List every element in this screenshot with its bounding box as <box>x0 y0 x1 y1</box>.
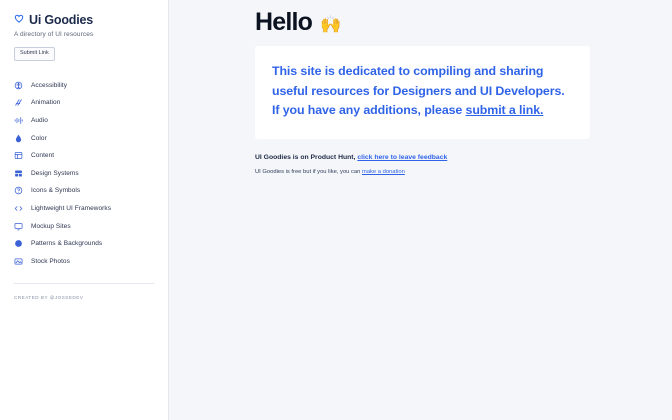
sidebar-item-label: Color <box>31 134 47 142</box>
sidebar-item-label: Audio <box>31 116 48 124</box>
sidebar-item-label: Stock Photos <box>31 257 70 265</box>
sidebar-item-label: Design Systems <box>31 169 79 177</box>
raised-hands-emoji-icon: 🙌 <box>320 15 341 34</box>
brand[interactable] <box>14 13 154 27</box>
donation-note <box>255 169 590 175</box>
sidebar-item-icons-symbols[interactable] <box>14 182 154 200</box>
sidebar-item-label: Icons & Symbols <box>31 187 81 195</box>
producthunt-note <box>255 154 590 161</box>
design-systems-icon <box>14 169 23 178</box>
brand-subtitle: A directory of UI resources <box>14 31 94 38</box>
donation-note-text: UI Goodies is free but if you like, you can <box>255 168 362 175</box>
donation-link[interactable]: make a donation <box>361 168 405 175</box>
sidebar-item-animation[interactable] <box>14 94 154 112</box>
sidebar-item-design-systems[interactable] <box>14 164 154 182</box>
sidebar-divider <box>14 283 154 284</box>
sidebar-item-label: Lightweight UI Frameworks <box>31 204 111 212</box>
heart-icon <box>14 14 24 26</box>
sidebar-item-audio[interactable] <box>14 112 154 130</box>
producthunt-feedback-link[interactable]: click here to leave feedback <box>357 153 448 161</box>
sidebar-item-accessibility[interactable] <box>14 77 154 95</box>
sidebar-item-content[interactable] <box>14 147 154 165</box>
photo-icon <box>14 257 23 266</box>
sidebar-item-label: Content <box>31 152 55 160</box>
monitor-icon <box>14 222 23 231</box>
sidebar-item-label: Mockup Sites <box>31 222 71 230</box>
intro-paragraph <box>272 62 573 121</box>
submit-a-link-link[interactable]: submit a link. <box>465 103 544 118</box>
sidebar-credit: CREATED BY @JOSSEDEV <box>14 295 84 301</box>
sidebar-item-label: Animation <box>31 99 61 107</box>
intro-text: This site is dedicated to compiling and sharing useful resources for Designers and UI Developers. If you have any additions, please <box>272 64 565 118</box>
patterns-icon <box>14 239 23 248</box>
intro-card <box>255 46 590 139</box>
main-content <box>169 0 672 420</box>
brand-title: Ui Goodies <box>29 13 93 27</box>
audio-icon <box>14 116 23 125</box>
accessibility-icon <box>14 81 23 90</box>
sidebar-item-label: Accessibility <box>31 81 68 89</box>
content-icon <box>14 151 23 160</box>
color-drop-icon <box>14 134 23 143</box>
sidebar-item-mockup-sites[interactable] <box>14 217 154 235</box>
sidebar <box>0 0 169 420</box>
sidebar-item-lightweight-ui-frameworks[interactable] <box>14 200 154 218</box>
sidebar-item-patterns-backgrounds[interactable] <box>14 235 154 253</box>
page-title-text: Hello <box>255 8 313 36</box>
sidebar-item-label: Patterns & Backgrounds <box>31 240 103 248</box>
sidebar-nav <box>14 77 154 271</box>
code-icon <box>14 204 23 213</box>
animation-icon <box>14 98 23 107</box>
page-title <box>255 8 590 37</box>
producthunt-note-text: UI Goodies is on Product Hunt, <box>255 153 358 161</box>
sidebar-item-color[interactable] <box>14 129 154 147</box>
sidebar-item-stock-photos[interactable] <box>14 252 154 270</box>
submit-link-button[interactable]: Submit Link <box>14 47 55 61</box>
icons-symbols-icon <box>14 186 23 195</box>
